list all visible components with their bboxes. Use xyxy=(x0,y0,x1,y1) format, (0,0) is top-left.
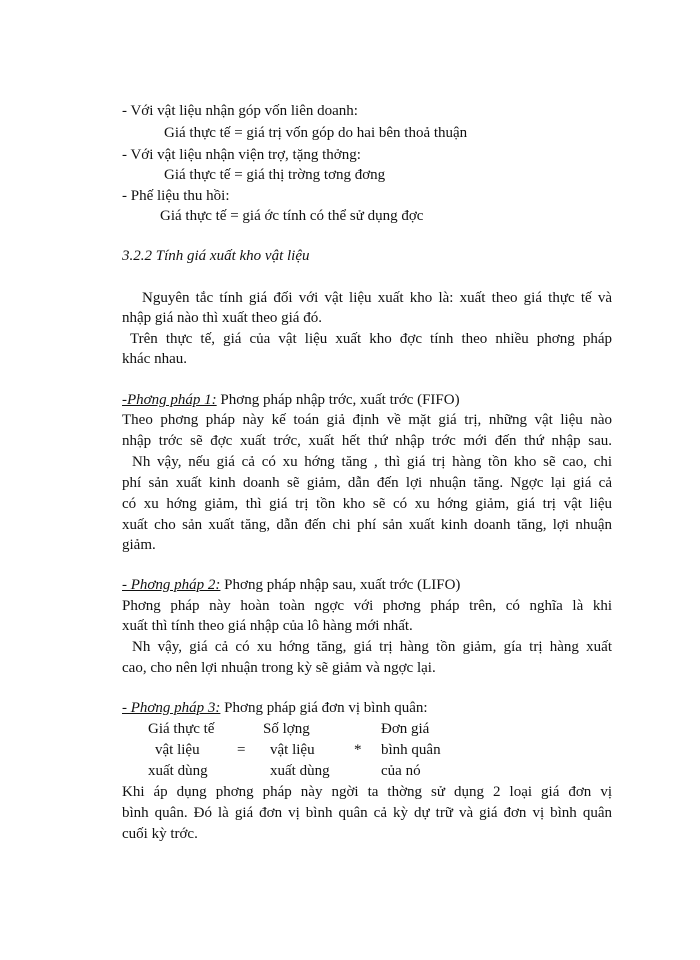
bullet-scrap: - Phế liệu thu hồi: xyxy=(122,188,230,204)
formula-col1-row3: xuất dùng xyxy=(148,763,208,779)
method-1-line-2: nhập trớc sẽ đợc xuất trớc, xuất hết thứ nhập trớc mới đến thứ nhập sau. xyxy=(122,433,612,449)
method-2-heading xyxy=(122,575,460,595)
method-1-heading xyxy=(122,390,460,410)
method-2-line-4: cao, cho nên lợi nhuận trong kỳ sẽ giảm và ngợc lại. xyxy=(122,660,436,676)
method-2-line-2: xuất thì tính theo giá nhập của lô hàng mới nhất. xyxy=(122,618,413,634)
method-1-title: Phơng pháp nhập trớc, xuất trớc (FIFO) xyxy=(216,392,460,408)
formula-col3-row2: bình quân xyxy=(381,742,441,758)
method-1-line-5: có xu hớng giảm, thì giá trị tồn kho sẽ có xu hớng giảm, giá trị vật liệu xyxy=(122,496,612,512)
formula-equals: = xyxy=(237,742,246,758)
method-2-label: - Phơng pháp 2: xyxy=(122,577,221,593)
principle-line-1: Nguyên tắc tính giá đối với vật liệu xuất kho là: xuất theo giá thực tế và xyxy=(142,290,612,306)
principle-line-2: nhập giá nào thì xuất theo giá đó. xyxy=(122,310,322,326)
bullet-aid-gift: - Với vật liệu nhận viện trợ, tặng thởng: xyxy=(122,147,361,163)
formula-col2-row2: vật liệu xyxy=(270,742,315,758)
method-3-heading xyxy=(122,698,428,718)
method-2-title: Phơng pháp nhập sau, xuất trớc (LIFO) xyxy=(220,577,461,593)
principle-line-4: khác nhau. xyxy=(122,351,187,367)
method-1-line-7: giảm. xyxy=(122,537,156,553)
principle-line-3: Trên thực tế, giá của vật liệu xuất kho đợc tính theo nhiều phơng pháp xyxy=(130,331,612,347)
method-3-line-3: cuối kỳ trớc. xyxy=(122,826,198,842)
method-1-label: -Phơng pháp 1: xyxy=(122,392,217,408)
formula-times: * xyxy=(354,742,362,758)
method-2-line-3: Nh vậy, giá cả có xu hớng tăng, giá trị hàng tồn giảm, gía trị hàng xuất xyxy=(132,639,612,655)
formula-col2-row1: Số lợng xyxy=(263,721,310,737)
formula-col2-row3: xuất dùng xyxy=(270,763,330,779)
formula-col1-row1: Giá thực tế xyxy=(148,721,215,737)
method-1-line-3: Nh vậy, nếu giá cả có xu hớng tăng , thì giá trị hàng tồn kho sẽ cao, chi xyxy=(132,454,612,470)
method-3-line-1: Khi áp dụng phơng pháp này ngời ta thờng sử dụng 2 loại giá đơn vị xyxy=(122,784,612,800)
method-1-line-1: Theo phơng pháp này kế toán giả định về mặt giá trị, những vật liệu nào xyxy=(122,412,612,428)
method-3-line-2: bình quân. Đó là giá đơn vị bình quân cả kỳ dự trữ và giá đơn vị bình quân xyxy=(122,805,612,821)
method-3-label: - Phơng pháp 3: xyxy=(122,700,221,716)
formula-scrap: Giá thực tế = giá ớc tính có thể sử dụng đợc xyxy=(160,208,424,224)
formula-col1-row2: vật liệu xyxy=(155,742,200,758)
formula-col3-row3: của nó xyxy=(381,763,421,779)
formula-col3-row1: Đơn giá xyxy=(381,721,430,737)
formula-aid-gift: Giá thực tế = giá thị trờng tơng đơng xyxy=(164,167,386,183)
method-1-line-6: xuất cho sản xuất tăng, dẫn đến chi phí sản xuất kinh doanh tăng, lợi nhuận xyxy=(122,517,612,533)
formula-joint-venture: Giá thực tế = giá trị vốn góp do hai bên thoả thuận xyxy=(164,125,468,141)
method-2-line-1: Phơng pháp này hoàn toàn ngợc với phơng pháp trên, có nghĩa là khi xyxy=(122,598,612,614)
method-1-line-4: phí sản xuất kinh doanh sẽ giảm, dẫn đến lợi nhuận tăng. Ngợc lại giá cả xyxy=(122,475,612,491)
section-heading: 3.2.2 Tính giá xuất kho vật liệu xyxy=(122,248,310,264)
bullet-joint-venture: - Với vật liệu nhận góp vốn liên doanh: xyxy=(122,103,358,119)
method-3-title: Phơng pháp giá đơn vị bình quân: xyxy=(220,700,428,716)
